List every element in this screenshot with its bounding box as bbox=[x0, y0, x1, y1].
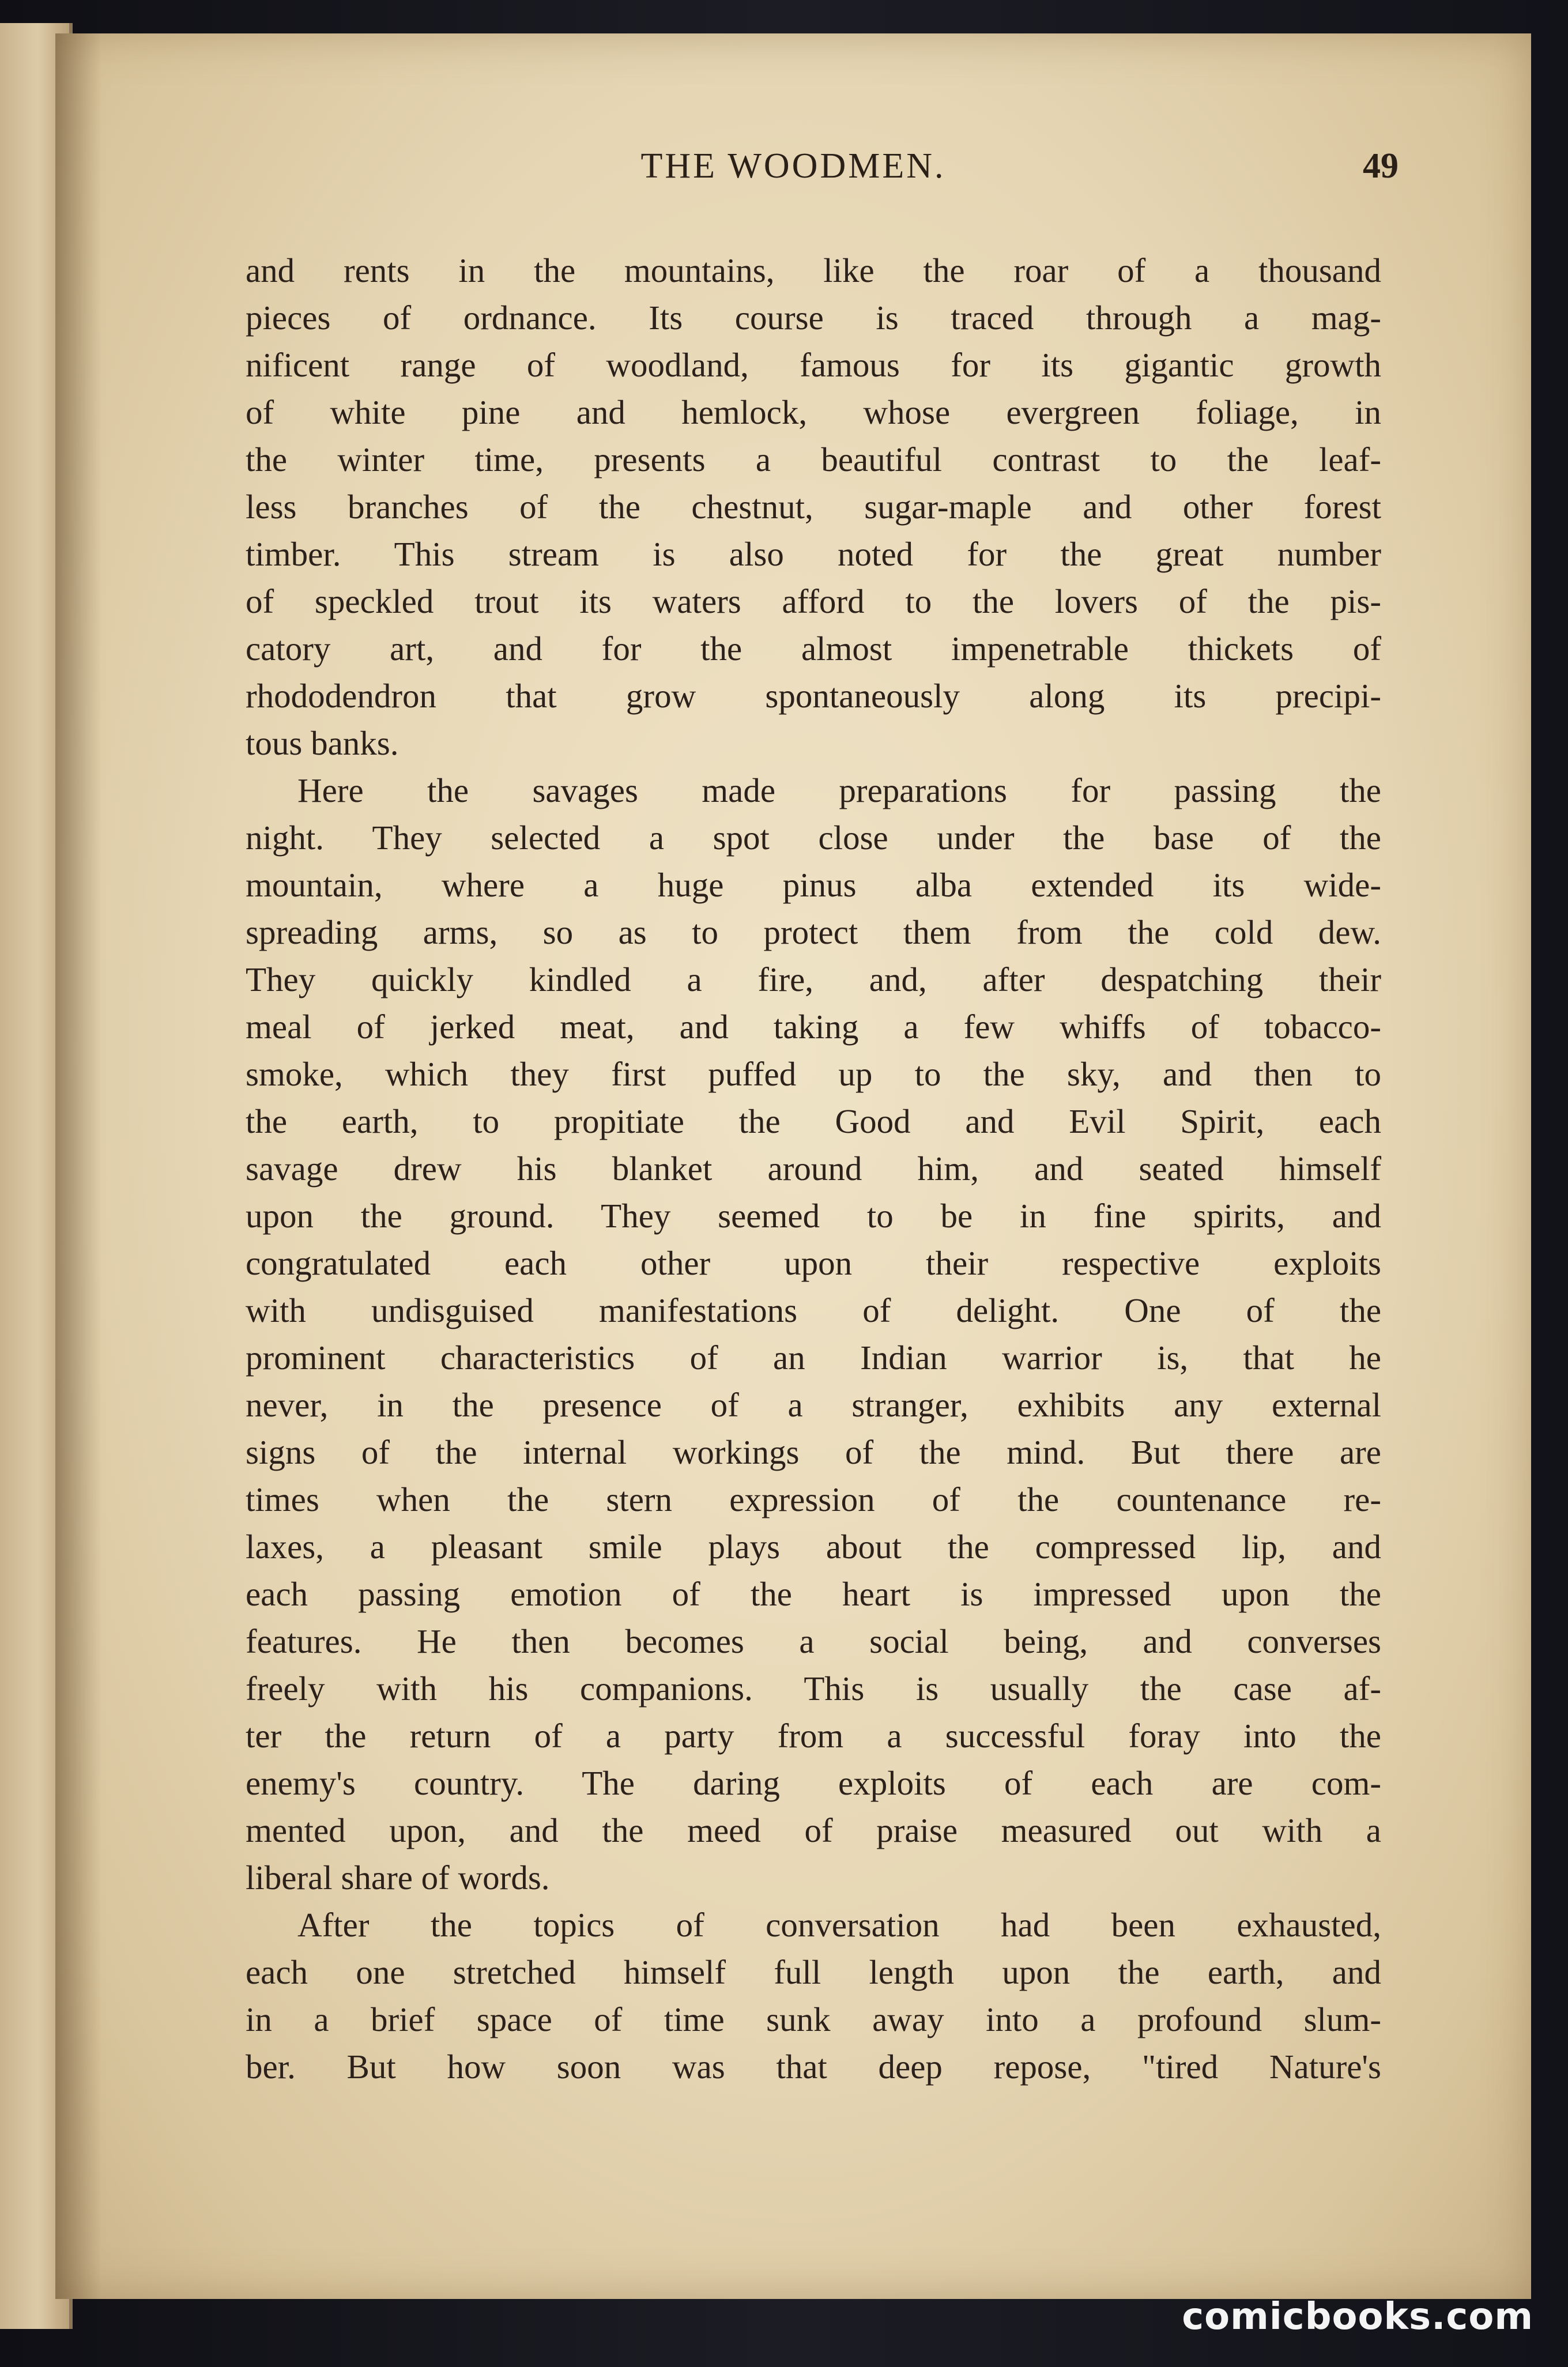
text-line: of white pine and hemlock, whose evergreen foliage, in bbox=[246, 393, 1381, 431]
text-line: pieces of ordnance. Its course is traced through a mag- bbox=[246, 299, 1381, 337]
paragraph-3 bbox=[246, 1901, 1381, 2090]
text-line: upon the ground. They seemed to be in fine spirits, and bbox=[246, 1197, 1381, 1235]
text-line: After the topics of conversation had been exhausted, bbox=[297, 1906, 1381, 1944]
text-line: each passing emotion of the heart is impressed upon the bbox=[246, 1575, 1381, 1613]
text-line: spreading arms, so as to protect them from the cold dew. bbox=[246, 913, 1381, 951]
text-line: They quickly kindled a fire, and, after despatching their bbox=[246, 960, 1381, 998]
text-line: less branches of the chestnut, sugar-maple and other forest bbox=[246, 488, 1381, 526]
text-line: ber. But how soon was that deep repose, "tired Nature's bbox=[246, 2048, 1381, 2086]
text-line: and rents in the mountains, like the roar of a thousand bbox=[246, 251, 1381, 289]
text-line: each one stretched himself full length upon the earth, and bbox=[246, 1953, 1381, 1991]
running-title: THE WOODMEN. bbox=[640, 146, 946, 186]
page-header bbox=[55, 146, 1531, 198]
text-line: night. They selected a spot close under the base of the bbox=[246, 819, 1381, 857]
text-line: signs of the internal workings of the mind. But there are bbox=[246, 1433, 1381, 1471]
text-line: savage drew his blanket around him, and seated himself bbox=[246, 1149, 1381, 1188]
text-line: smoke, which they first puffed up to the sky, and then to bbox=[246, 1055, 1381, 1093]
book-page bbox=[55, 33, 1531, 2299]
page-number: 49 bbox=[1363, 146, 1399, 186]
text-line: with undisguised manifestations of delight. One of the bbox=[246, 1291, 1381, 1329]
text-line: never, in the presence of a stranger, exhibits any external bbox=[246, 1386, 1381, 1424]
text-line: prominent characteristics of an Indian warrior is, that he bbox=[246, 1339, 1381, 1377]
text-line: of speckled trout its waters afford to the lovers of the pis- bbox=[246, 582, 1381, 620]
site-watermark: comicbooks.com bbox=[1182, 2296, 1533, 2338]
text-line: features. He then becomes a social being, and converses bbox=[246, 1622, 1381, 1660]
text-line: liberal share of words. bbox=[246, 1859, 550, 1897]
text-line: laxes, a pleasant smile plays about the compressed lip, and bbox=[246, 1528, 1381, 1566]
text-line: rhododendron that grow spontaneously along its precipi- bbox=[246, 677, 1381, 715]
text-line: nificent range of woodland, famous for its gigantic growth bbox=[246, 346, 1381, 384]
text-line: times when the stern expression of the countenance re- bbox=[246, 1480, 1381, 1518]
text-line: the earth, to propitiate the Good and Evil Spirit, each bbox=[246, 1102, 1381, 1140]
text-line: tous banks. bbox=[246, 724, 399, 762]
text-line: congratulated each other upon their respective exploits bbox=[246, 1244, 1381, 1282]
text-line: timber. This stream is also noted for the great number bbox=[246, 535, 1381, 573]
text-line: meal of jerked meat, and taking a few whiffs of tobacco- bbox=[246, 1008, 1381, 1046]
paragraph-2 bbox=[246, 767, 1381, 1901]
spine-shadow bbox=[55, 33, 101, 2299]
text-line: ter the return of a party from a successful foray into the bbox=[246, 1717, 1381, 1755]
text-line: mented upon, and the meed of praise measured out with a bbox=[246, 1811, 1381, 1849]
text-line: catory art, and for the almost impenetrable thickets of bbox=[246, 630, 1381, 668]
text-line: the winter time, presents a beautiful contrast to the leaf- bbox=[246, 440, 1381, 478]
text-line: Here the savages made preparations for passing the bbox=[297, 771, 1381, 809]
text-line: in a brief space of time sunk away into a profound slum- bbox=[246, 2000, 1381, 2038]
text-line: freely with his companions. This is usually the case af- bbox=[246, 1669, 1381, 1708]
paragraph-1 bbox=[246, 247, 1381, 767]
body-text bbox=[246, 247, 1381, 2090]
text-line: mountain, where a huge pinus alba extended its wide- bbox=[246, 866, 1381, 904]
text-line: enemy's country. The daring exploits of each are com- bbox=[246, 1764, 1381, 1802]
